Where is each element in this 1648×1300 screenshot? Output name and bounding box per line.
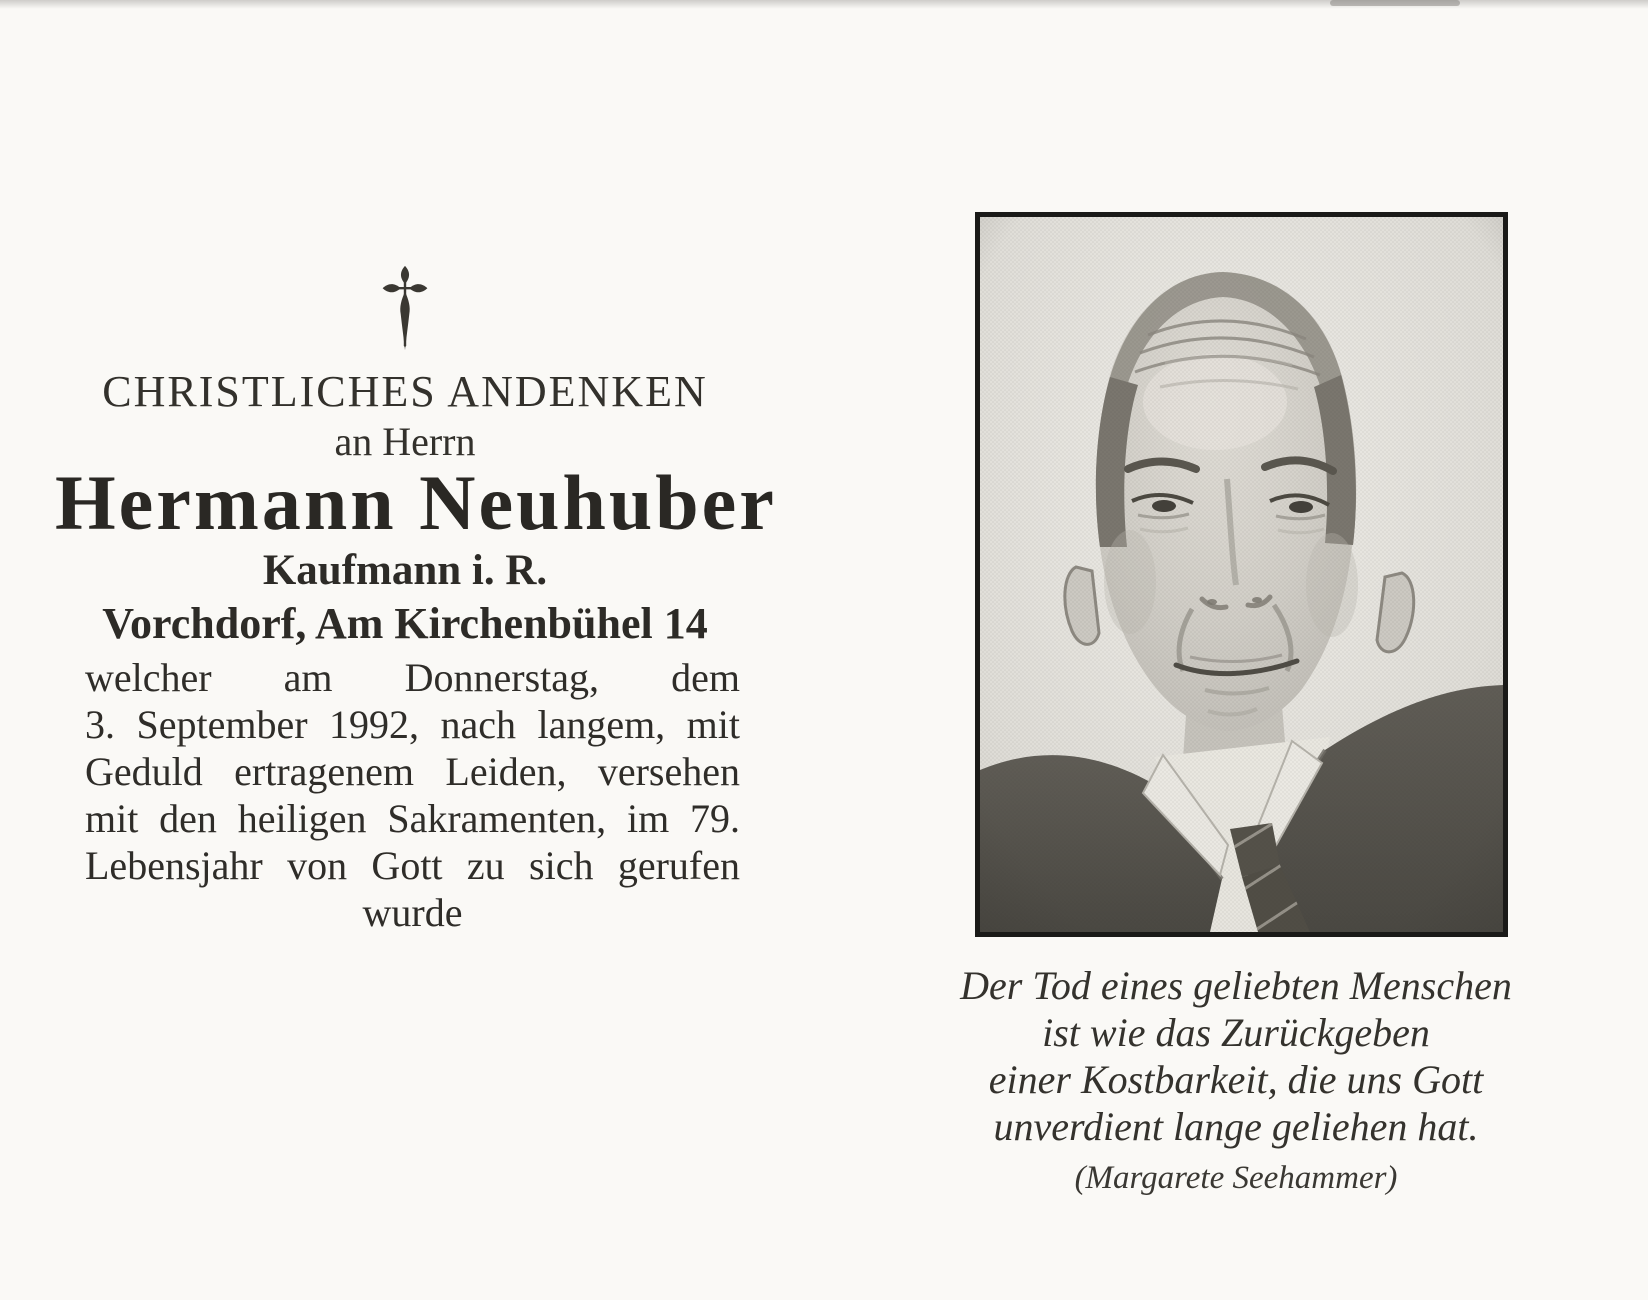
obituary-line: Geduld ertragenem Leiden, versehen: [85, 749, 740, 794]
scan-edge-smudge: [1330, 0, 1460, 6]
quote-line: einer Kostbarkeit, die uns Gott: [988, 1057, 1484, 1102]
obituary-line: wurde: [362, 890, 463, 935]
obituary-line: Lebensjahr von Gott zu sich gerufen: [85, 843, 740, 888]
obituary-line: welcher am Donnerstag, dem: [85, 655, 740, 700]
deceased-name: Hermann Neuhuber: [55, 459, 777, 546]
card-header: CHRISTLICHES ANDENKEN: [102, 367, 708, 416]
obituary-line: mit den heiligen Sakramenten, im 79.: [85, 796, 740, 841]
quote-attribution: (Margarete Seehammer): [1074, 1160, 1398, 1196]
quote-line: ist wie das Zurückgeben: [1042, 1010, 1430, 1055]
portrait-illustration: [980, 217, 1503, 932]
obituary-line: 3. September 1992, nach langem, mit: [85, 702, 740, 747]
cross-icon: [75, 260, 735, 361]
portrait-photo: [975, 212, 1508, 937]
salutation: an Herrn: [334, 419, 476, 464]
deceased-occupation: Kaufmann i. R.: [262, 547, 548, 594]
quote-line: unverdient lange geliehen hat.: [993, 1104, 1479, 1149]
deceased-address: Vorchdorf, Am Kirchenbühel 14: [102, 599, 708, 648]
obituary-paragraph: [85, 654, 740, 936]
memorial-quote: [936, 962, 1536, 1198]
quote-line: Der Tod eines geliebten Menschen: [960, 963, 1512, 1008]
